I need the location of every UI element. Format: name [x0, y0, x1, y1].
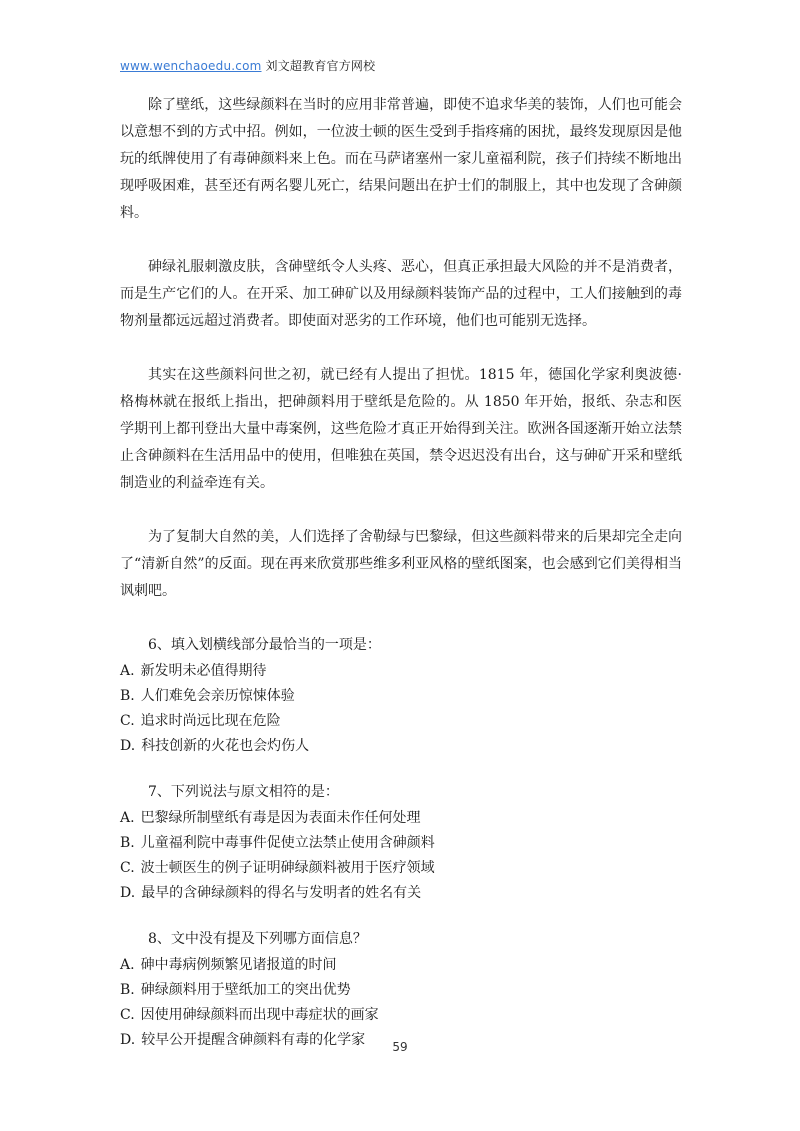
- question-stem: 8、文中没有提及下列哪方面信息？: [148, 931, 367, 947]
- option-a: A. 巴黎绿所制壁纸有毒是因为表面未作任何处理: [120, 810, 421, 826]
- question-6: [120, 632, 682, 759]
- option-b: B. 人们难免会亲历惊悚体验: [120, 688, 295, 704]
- option-d: D. 科技创新的火花也会灼伤人: [120, 738, 310, 754]
- option-b: B. 儿童福利院中毒事件促使立法禁止使用含砷颜料: [120, 835, 435, 851]
- paragraph-4: 为了复制大自然的美，人们选择了舍勒绿与巴黎绿，但这些颜料带来的后果却完全走向了“清新自然”的反面。现在再来欣赏那些维多利亚风格的壁纸图案，也会感到它们美得相当讽刺吧。: [120, 529, 682, 599]
- option-c: C. 波士顿医生的例子证明砷绿颜料被用于医疗领域: [120, 860, 435, 876]
- option-c: C. 因使用砷绿颜料而出现中毒症状的画家: [120, 1007, 379, 1023]
- header-site-name: 刘文超教育官方网校: [265, 59, 376, 73]
- option-c: C. 追求时尚远比现在危险: [120, 713, 281, 729]
- option-d: D. 较早公开提醒含砷颜料有毒的化学家: [120, 1032, 366, 1048]
- question-stem: 7、下列说法与原文相符的是：: [148, 784, 339, 800]
- question-stem: 6、填入划横线部分最恰当的一项是：: [148, 637, 381, 653]
- paragraph-2: 砷绿礼服刺激皮肤，含砷壁纸令人头疼、恶心，但真正承担最大风险的并不是消费者，而是生产它们的人。在开采、加工砷矿以及用绿颜料装饰产品的过程中，工人们接触到的毒物剂量都远远超过消费者。即使面对恶劣的工作环境，他们也可能别无选择。: [120, 259, 682, 329]
- question-7: [120, 779, 682, 906]
- page-header: [120, 57, 375, 74]
- option-b: B. 砷绿颜料用于壁纸加工的突出优势: [120, 982, 351, 998]
- option-a: A. 砷中毒病例频繁见诸报道的时间: [120, 957, 337, 973]
- paragraph-1: 除了壁纸，这些绿颜料在当时的应用非常普遍，即使不追求华美的装饰，人们也可能会以意想不到的方式中招。例如，一位波士顿的医生受到手指疼痛的困扰，最终发现原因是他玩的纸牌使用了有毒砷颜料来上色。而在马萨诸塞州一家儿童福利院，孩子们持续不断地出现呼吸困难，甚至还有两名婴儿死亡，结果问题出在护士们的制服上，其中也发现了含砷颜料。: [120, 97, 682, 221]
- document-body: [120, 92, 682, 1073]
- paragraph-3: 其实在这些颜料问世之初，就已经有人提出了担忧。1815 年，德国化学家利奥波德·格梅林就在报纸上指出，把砷颜料用于壁纸是危险的。从 1850 年开始，报纸、杂志和医学期刊上都刊登出大量中毒案例，这些危险才真正开始得到关注。欧洲各国逐渐开始立法禁止含砷颜料在生活用品中的使用，但唯独在英国，禁令迟迟没有出台，这与砷矿开采和壁纸制造业的利益牵连有关。: [120, 367, 682, 491]
- option-d: D. 最早的含砷绿颜料的得名与发明者的姓名有关: [120, 885, 422, 901]
- page-number: 59: [392, 1040, 408, 1054]
- option-a: A. 新发明未必值得期待: [120, 663, 267, 679]
- header-link[interactable]: www.wenchaoedu.com: [120, 59, 262, 73]
- question-8: [120, 926, 682, 1053]
